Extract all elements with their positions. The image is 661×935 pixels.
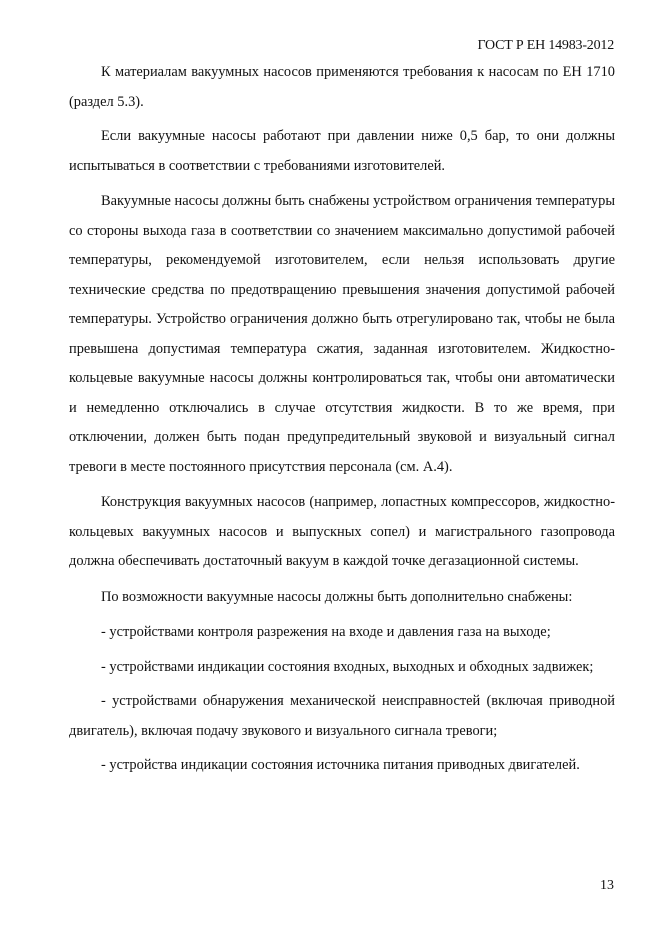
paragraph-materials: К материалам вакуумных насосов применяются требования к насосам по ЕН 1710 (раздел 5.3). (69, 64, 615, 110)
list-item-pressure-control: - устройствами контроля разрежения на входе и давления газа на выходе; (101, 624, 551, 640)
standard-designation: ГОСТ Р ЕН 14983-2012 (477, 38, 614, 53)
paragraph-temperature-limit: Вакуумные насосы должны быть снабжены устройством ограничения температуры со стороны выхода газа в соответствии со значением максимально допустимой рабочей температуры, рекомендуемой изготовителем, если нельзя использовать другие технические средства по предотвращению превышения значения допустимой рабочей температуры. Устройство ограничения должно быть отрегулировано так, чтобы не была превышена допустимая температура сжатия, заданная изготовителем. Жидкостно-кольцевые вакуумные насосы должны контролироваться так, чтобы они автоматически и немедленно отключались в случае отсутствия жидкости. В то же время, при отключении, должен быть подан предупредительный звуковой и визуальный сигнал тревоги в месте постоянного присутствия персонала (см. А.4). (69, 193, 615, 475)
paragraph-pressure: Если вакуумные насосы работают при давлении ниже 0,5 бар, то они должны испытываться в соответствии с требованиями изготовителей. (69, 128, 615, 174)
page-number: 13 (600, 878, 614, 893)
paragraph-design: Конструкция вакуумных насосов (например, лопастных компрессоров, жидкостно-кольцевых вакуумных насосов и выпускных сопел) и магистрального газопровода должна обеспечивать достаточный вакуум в каждой точке дегазационной системы. (69, 494, 615, 569)
list-item-power-indication: - устройства индикации состояния источника питания приводных двигателей. (101, 757, 580, 773)
paragraph-optional-intro: По возможности вакуумные насосы должны быть дополнительно снабжены: (101, 588, 573, 605)
list-item-valve-indication: - устройствами индикации состояния входных, выходных и обходных задвижек; (101, 658, 594, 675)
page-body (69, 58, 615, 786)
list-item-fault-detection: - устройствами обнаружения механической неисправностей (включая приводной двигатель), включая подачу звукового и визуального сигнала тревоги; (69, 693, 615, 739)
